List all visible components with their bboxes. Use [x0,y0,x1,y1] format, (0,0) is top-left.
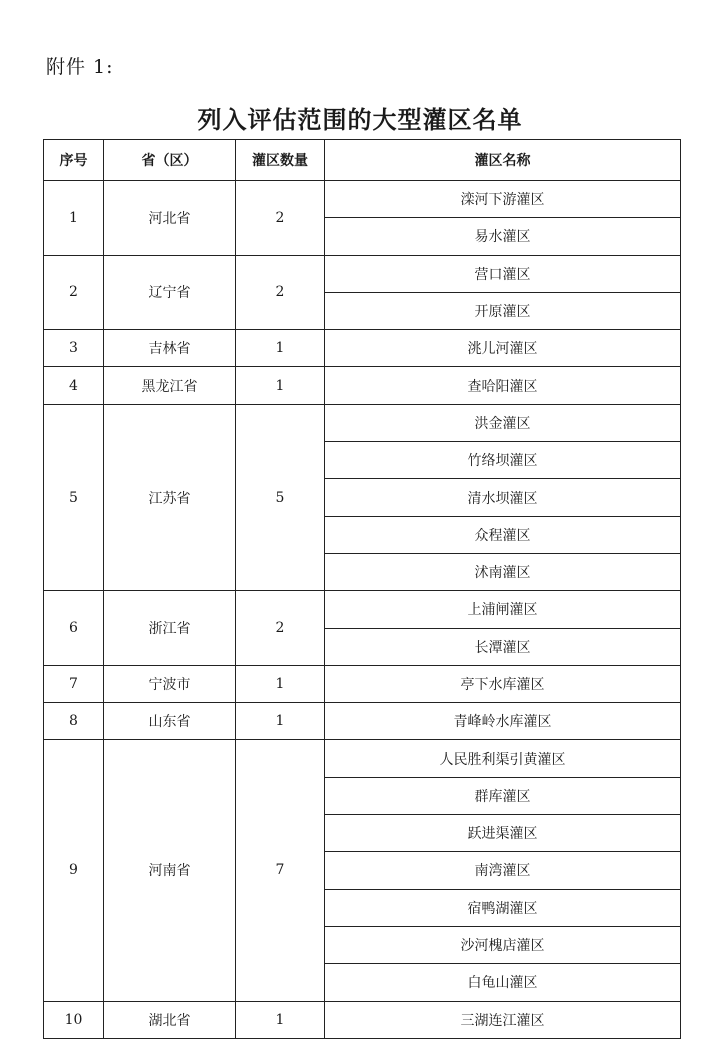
table-row [44,1001,681,1038]
province-cell: 河南省 [104,740,236,1001]
province-cell: 辽宁省 [104,255,236,330]
district-name-cell: 沭南灌区 [325,553,681,590]
table-row [44,591,681,628]
district-name-cell: 三湖连江灌区 [325,1001,681,1038]
district-name-cell: 跃进渠灌区 [325,815,681,852]
district-count-cell: 2 [236,255,325,330]
table-body [44,181,681,1039]
table-header-row [44,140,681,181]
district-name-cell: 众程灌区 [325,516,681,553]
district-name-cell: 竹络坝灌区 [325,442,681,479]
row-index: 10 [44,1001,104,1038]
district-name-cell: 滦河下游灌区 [325,181,681,218]
table-row [44,404,681,441]
district-name-cell: 南湾灌区 [325,852,681,889]
district-name-cell: 洪金灌区 [325,404,681,441]
district-name-cell: 开原灌区 [325,292,681,329]
province-cell: 江苏省 [104,404,236,590]
district-name-cell: 查哈阳灌区 [325,367,681,404]
row-index: 3 [44,330,104,367]
province-cell: 山东省 [104,703,236,740]
row-index: 6 [44,591,104,666]
district-name-cell: 上浦闸灌区 [325,591,681,628]
district-name-cell: 长潭灌区 [325,628,681,665]
header-index: 序号 [44,140,104,181]
district-name-cell: 宿鸭湖灌区 [325,889,681,926]
district-name-cell: 群库灌区 [325,777,681,814]
row-index: 2 [44,255,104,330]
district-name-cell: 易水灌区 [325,218,681,255]
district-count-cell: 1 [236,703,325,740]
document-title: 列入评估范围的大型灌区名单 [197,106,523,134]
province-cell: 黑龙江省 [104,367,236,404]
header-province: 省（区） [104,140,236,181]
table-row [44,367,681,404]
province-cell: 浙江省 [104,591,236,666]
district-count-cell: 1 [236,1001,325,1038]
district-count-cell: 5 [236,404,325,590]
district-count-cell: 7 [236,740,325,1001]
district-count-cell: 1 [236,330,325,367]
district-name-cell: 人民胜利渠引黄灌区 [325,740,681,777]
row-index: 5 [44,404,104,590]
table-row [44,740,681,777]
table-row [44,703,681,740]
district-count-cell: 2 [236,181,325,256]
table-row [44,255,681,292]
district-name-cell: 洮儿河灌区 [325,330,681,367]
row-index: 9 [44,740,104,1001]
district-name-cell: 沙河槐店灌区 [325,926,681,963]
irrigation-district-table [43,139,681,1039]
district-name-cell: 白龟山灌区 [325,964,681,1001]
district-count-cell: 1 [236,367,325,404]
province-cell: 河北省 [104,181,236,256]
district-name-cell: 营口灌区 [325,255,681,292]
district-name-cell: 青峰岭水库灌区 [325,703,681,740]
province-cell: 湖北省 [104,1001,236,1038]
district-name-cell: 清水坝灌区 [325,479,681,516]
province-cell: 宁波市 [104,665,236,702]
district-count-cell: 2 [236,591,325,666]
table-row [44,330,681,367]
header-count: 灌区数量 [236,140,325,181]
district-count-cell: 1 [236,665,325,702]
province-cell: 吉林省 [104,330,236,367]
district-name-cell: 亭下水库灌区 [325,665,681,702]
table-row [44,181,681,218]
table-row [44,665,681,702]
attachment-label: 附件 1: [46,56,114,78]
row-index: 8 [44,703,104,740]
row-index: 1 [44,181,104,256]
header-district-name: 灌区名称 [325,140,681,181]
row-index: 7 [44,665,104,702]
row-index: 4 [44,367,104,404]
